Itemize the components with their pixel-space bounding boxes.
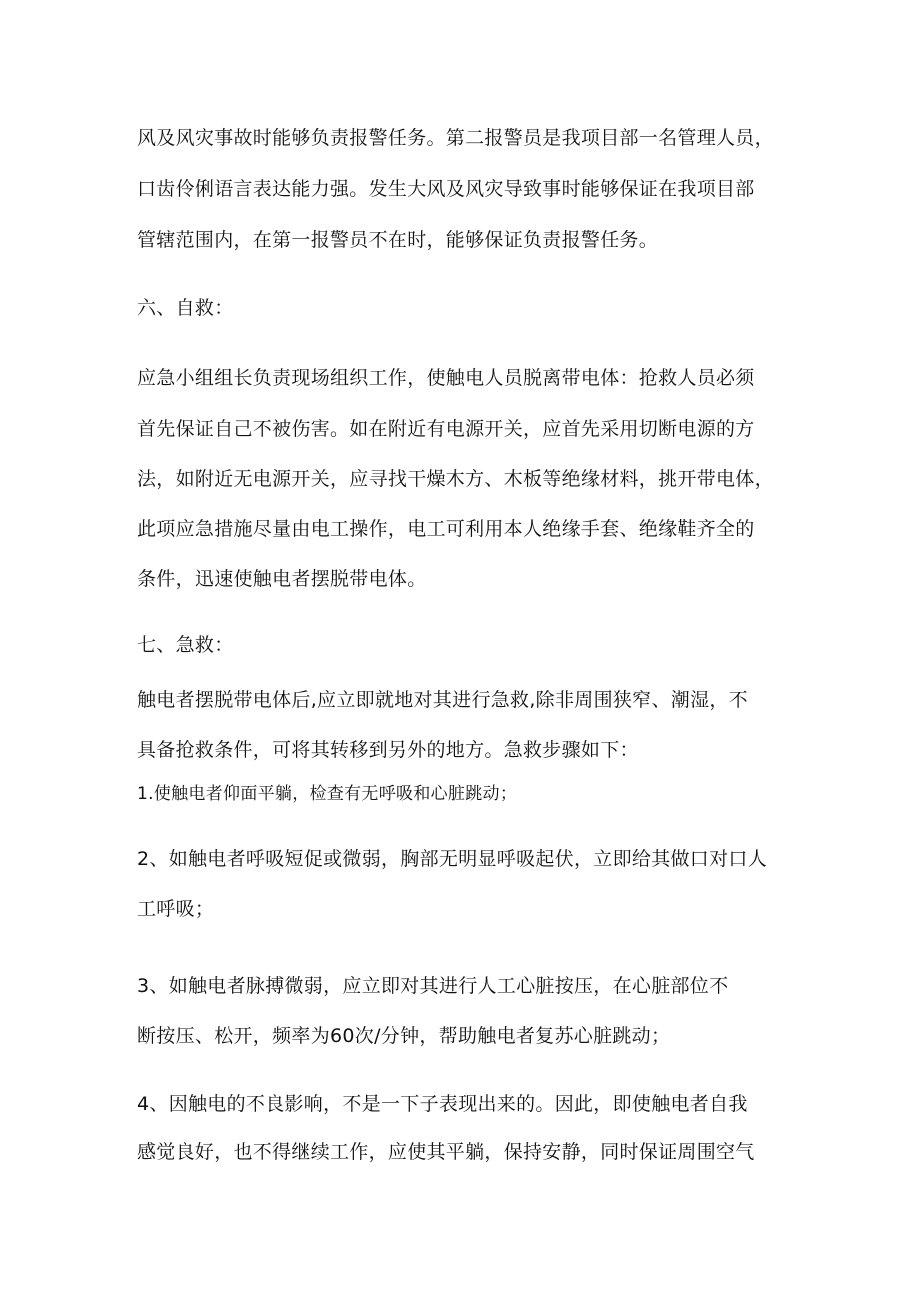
paragraph-line: 法，如附近无电源开关，应寻找干燥木方、木板等绝缘材料，挑开带电体，: [137, 468, 774, 490]
paragraph-line: 风及风灾事故时能够负责报警任务。第二报警员是我项目部一名管理人员，: [137, 127, 774, 149]
step-1-line: 1.使触电者仰面平躺，检查有无呼吸和心脏跳动；: [137, 784, 518, 804]
paragraph-line: 管辖范围内，在第一报警员不在时，能够保证负责报警任务。: [137, 229, 659, 251]
paragraph-line: 触电者摆脱带电体后,应立即就地对其进行急救,除非周围狭窄、潮湿，不: [137, 689, 748, 711]
step-3-line: 3、如触电者脉搏微弱，应立即对其进行人工心脏按压，在心脏部位不: [137, 975, 729, 997]
paragraph-line: 具备抢救条件，可将其转移到另外的地方。急救步骤如下：: [137, 739, 639, 761]
section-6-heading: 六、自救：: [137, 297, 234, 319]
paragraph-line: 首先保证自己不被伤害。如在附近有电源开关，应首先采用切断电源的方: [137, 418, 755, 440]
step-2-line: 工呼吸；: [137, 898, 215, 920]
section-7-heading: 七、急救：: [137, 634, 234, 656]
step-4-line: 4、因触电的不良影响，不是一下子表现出来的。因此，即使触电者自我: [137, 1093, 748, 1115]
paragraph-line: 此项应急措施尽量由电工操作，电工可利用本人绝缘手套、绝缘鞋齐全的: [137, 518, 755, 540]
step-3-line: 断按压、松开，频率为60次/分钟，帮助触电者复苏心脏跳动；: [137, 1025, 671, 1047]
step-4-line: 感觉良好，也不得继续工作，应使其平躺，保持安静，同时保证周围空气: [137, 1141, 755, 1163]
step-2-line: 2、如触电者呼吸短促或微弱，胸部无明显呼吸起伏，立即给其做口对口人: [137, 848, 767, 870]
paragraph-line: 应急小组组长负责现场组织工作，使触电人员脱离带电体：抢救人员必须: [137, 367, 755, 389]
paragraph-line: 条件，迅速使触电者摆脱带电体。: [137, 568, 427, 590]
paragraph-line: 口齿伶俐语言表达能力强。发生大风及风灾导致事时能够保证在我项目部: [137, 178, 755, 200]
